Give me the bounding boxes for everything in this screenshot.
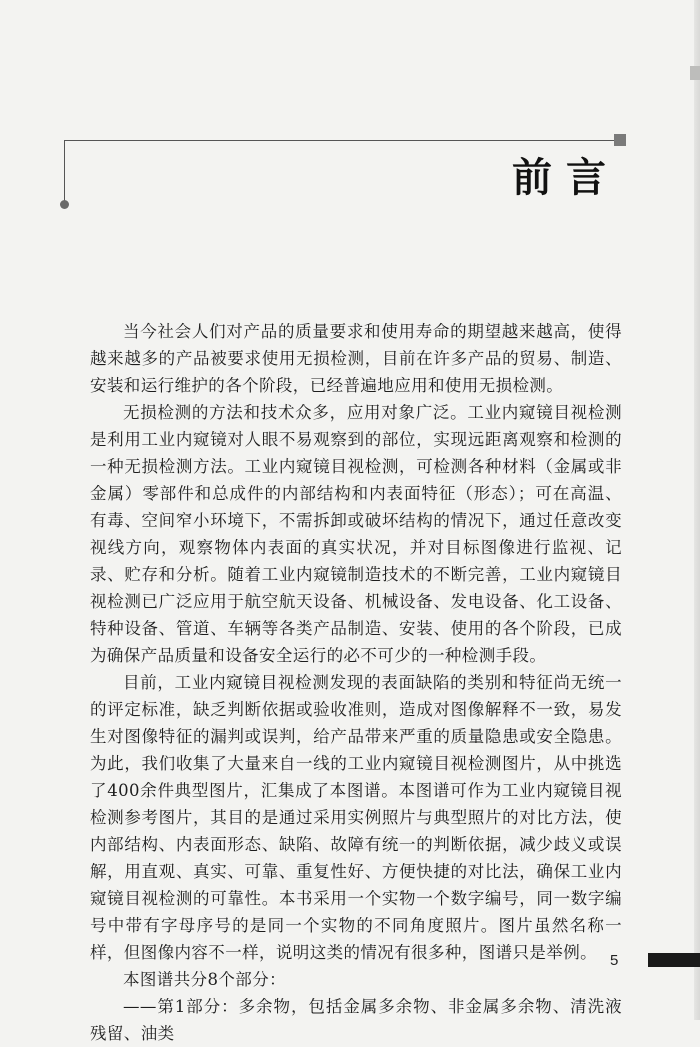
header-frame-top-line [64, 140, 615, 141]
paragraph-1: 当今社会人们对产品的质量要求和使用寿命的期望越来越高，使得越来越多的产品被要求使用无损检测，目前在许多产品的贸易、制造、安装和运行维护的各个阶段，已经普遍地应用和使用无损检测。 [90, 322, 622, 395]
page-edge-mark [690, 66, 700, 80]
header-frame-left-line [64, 140, 65, 204]
page-number-bar [648, 953, 700, 967]
paragraph-3: 目前，工业内窥镜目视检测发现的表面缺陷的类别和特征尚无统一的评定标准，缺乏判断依据或验收准则，造成对图像解释不一致，易发生对图像特征的漏判或误判，给产品带来严重的质量隐患或安全隐患。为此，我们收集了大量来自一线的工业内窥镜目视检测图片，从中挑选了400余件典型图片，汇集成了本图谱。本图谱可作为工业内窥镜目视检测参考图片，其目的是通过采用实例照片与典型照片的对比方法，使内部结构、内表面形态、缺陷、故障有统一的判断依据，减少歧义或误解，用直观、真实、可靠、重复性好、方便快捷的对比法，确保工业内窥镜目视检测的可靠性。本书采用一个实物一个数字编号，同一数字编号中带有字母序号的是同一个实物的不同角度照片。图片虽然名称一样，但图像内容不一样，说明这类的情况有很多种，图谱只是举例。 [90, 673, 622, 962]
page-edge-strip [694, 0, 700, 1020]
page-title: 前言 [512, 155, 620, 201]
header-frame-dot [60, 200, 69, 209]
page-number: 5 [610, 952, 619, 969]
paragraph-2: 无损检测的方法和技术众多，应用对象广泛。工业内窥镜目视检测是利用工业内窥镜对人眼不易观察到的部位，实现远距离观察和检测的一种无损检测方法。工业内窥镜目视检测，可检测各种材料（金属或非金属）零部件和总成件的内部结构和内表面特征（形态）；可在高温、有毒、空间窄小环境下，不需拆卸或破坏结构的情况下，通过任意改变视线方向，观察物体内表面的真实状况，并对目标图像进行监视、记录、贮存和分析。随着工业内窥镜制造技术的不断完善，工业内窥镜目视检测已广泛应用于航空航天设备、机械设备、发电设备、化工设备、特种设备、管道、车辆等各类产品制造、安装、使用的各个阶段，已成为确保产品质量和设备安全运行的必不可少的一种检测手段。 [90, 403, 622, 665]
body-text [90, 318, 622, 1047]
paragraph-4: 本图谱共分8个部分： [123, 970, 286, 989]
header-frame-square [614, 134, 626, 146]
paragraph-5: ——第1部分：多余物，包括金属多余物、非金属多余物、清洗液残留、油类 [90, 997, 622, 1043]
